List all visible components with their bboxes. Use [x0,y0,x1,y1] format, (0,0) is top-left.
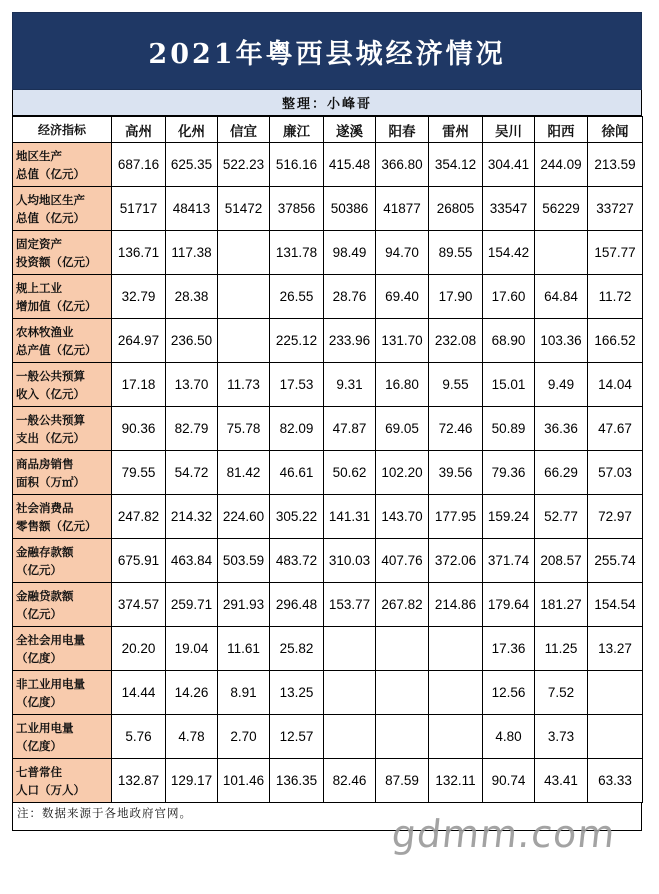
value-cell: 522.23 [218,143,270,187]
row-label-line: 地区生产 [16,148,62,163]
row-label-line: 工业用电量 [16,720,74,735]
value-cell: 20.20 [112,627,166,671]
value-cell: 13.25 [270,671,324,715]
value-cell: 89.55 [429,231,483,275]
row-label-line: 投资额（亿元） [16,254,97,269]
value-cell: 33727 [588,187,643,231]
value-cell: 9.55 [429,363,483,407]
value-cell: 37856 [270,187,324,231]
row-label-line: 金融存款额 [16,544,74,559]
table-row [13,539,643,583]
value-cell: 14.44 [112,671,166,715]
value-cell: 81.42 [218,451,270,495]
value-cell [324,715,376,759]
value-cell: 129.17 [166,759,218,803]
row-label-line: 非工业用电量 [16,676,85,691]
value-cell: 56229 [535,187,588,231]
value-cell: 46.61 [270,451,324,495]
value-cell: 154.42 [483,231,535,275]
row-label [13,275,112,319]
economy-table [12,116,643,803]
value-cell: 28.38 [166,275,218,319]
row-label-line: 商品房销售 [16,456,74,471]
value-cell: 19.04 [166,627,218,671]
row-label-line: （亿度） [16,694,62,709]
value-cell: 51472 [218,187,270,231]
value-cell: 291.93 [218,583,270,627]
value-cell: 213.59 [588,143,643,187]
row-label [13,451,112,495]
table-row [13,583,643,627]
row-label-line: 支出（亿元） [16,430,85,445]
value-cell: 153.77 [324,583,376,627]
header-county: 廉江 [270,117,324,143]
row-label-line: （亿度） [16,650,62,665]
row-label-line: （亿度） [16,738,62,753]
row-label-line: 社会消费品 [16,500,74,515]
row-label [13,583,112,627]
value-cell: 159.24 [483,495,535,539]
value-cell: 304.41 [483,143,535,187]
value-cell: 143.70 [376,495,429,539]
row-label [13,187,112,231]
value-cell: 4.78 [166,715,218,759]
page-title: 2021年粤西县城经济情况 [12,12,642,90]
value-cell: 17.53 [270,363,324,407]
value-cell [588,671,643,715]
value-cell [588,715,643,759]
value-cell: 131.78 [270,231,324,275]
row-label-line: 七普常住 [16,764,62,779]
row-label-line: 增加值（亿元） [16,298,97,313]
row-label-line: 全社会用电量 [16,632,85,647]
watermark-text: gdmm.com [389,812,618,856]
value-cell: 141.31 [324,495,376,539]
credit-line: 整理：小峰哥 [12,90,642,116]
value-cell: 39.56 [429,451,483,495]
value-cell: 41877 [376,187,429,231]
table-row [13,275,643,319]
row-label [13,539,112,583]
value-cell: 267.82 [376,583,429,627]
value-cell: 82.79 [166,407,218,451]
value-cell: 43.41 [535,759,588,803]
row-label [13,627,112,671]
value-cell: 36.36 [535,407,588,451]
value-cell: 117.38 [166,231,218,275]
value-cell: 12.56 [483,671,535,715]
value-cell: 687.16 [112,143,166,187]
value-cell: 233.96 [324,319,376,363]
header-indicator: 经济指标 [13,117,112,143]
row-label [13,407,112,451]
row-label-line: 规上工业 [16,280,62,295]
value-cell: 11.61 [218,627,270,671]
value-cell: 47.67 [588,407,643,451]
value-cell: 72.97 [588,495,643,539]
table-row [13,627,643,671]
value-cell: 232.08 [429,319,483,363]
value-cell: 64.84 [535,275,588,319]
value-cell [218,231,270,275]
value-cell: 625.35 [166,143,218,187]
table-row [13,671,643,715]
value-cell: 8.91 [218,671,270,715]
table-row [13,143,643,187]
header-county: 阳春 [376,117,429,143]
value-cell: 131.70 [376,319,429,363]
value-cell: 236.50 [166,319,218,363]
value-cell: 305.22 [270,495,324,539]
value-cell: 366.80 [376,143,429,187]
value-cell: 103.36 [535,319,588,363]
value-cell: 26.55 [270,275,324,319]
table-row [13,363,643,407]
value-cell: 17.90 [429,275,483,319]
value-cell: 69.05 [376,407,429,451]
value-cell: 255.74 [588,539,643,583]
value-cell: 503.59 [218,539,270,583]
value-cell: 63.33 [588,759,643,803]
row-label-line: 收入（亿元） [16,386,85,401]
table-row [13,715,643,759]
table-body [13,143,643,803]
value-cell: 68.90 [483,319,535,363]
value-cell: 225.12 [270,319,324,363]
value-cell: 32.79 [112,275,166,319]
value-cell: 463.84 [166,539,218,583]
row-label [13,319,112,363]
value-cell: 52.77 [535,495,588,539]
value-cell: 90.74 [483,759,535,803]
value-cell: 208.57 [535,539,588,583]
value-cell: 244.09 [535,143,588,187]
value-cell: 66.29 [535,451,588,495]
row-label-line: 一般公共预算 [16,412,85,427]
value-cell: 179.64 [483,583,535,627]
row-label-line: （亿元） [16,606,62,621]
header-county: 信宜 [218,117,270,143]
value-cell [429,671,483,715]
row-label-line: （亿元） [16,562,62,577]
value-cell: 415.48 [324,143,376,187]
header-county: 吴川 [483,117,535,143]
value-cell: 310.03 [324,539,376,583]
value-cell: 177.95 [429,495,483,539]
row-label [13,671,112,715]
value-cell: 372.06 [429,539,483,583]
value-cell: 50386 [324,187,376,231]
value-cell: 214.32 [166,495,218,539]
value-cell [324,627,376,671]
value-cell: 154.54 [588,583,643,627]
table-row [13,187,643,231]
value-cell: 516.16 [270,143,324,187]
value-cell: 50.62 [324,451,376,495]
value-cell: 82.46 [324,759,376,803]
value-cell: 17.36 [483,627,535,671]
value-cell: 90.36 [112,407,166,451]
value-cell: 79.36 [483,451,535,495]
value-cell: 98.49 [324,231,376,275]
value-cell: 13.70 [166,363,218,407]
table-row [13,451,643,495]
value-cell: 101.46 [218,759,270,803]
row-label-line: 面积（万㎡） [16,474,85,489]
value-cell [218,319,270,363]
value-cell: 264.97 [112,319,166,363]
value-cell: 87.59 [376,759,429,803]
value-cell [376,627,429,671]
row-label-line: 人均地区生产 [16,192,85,207]
row-label-line: 总产值（亿元） [16,342,97,357]
value-cell: 12.57 [270,715,324,759]
value-cell: 166.52 [588,319,643,363]
header-county: 高州 [112,117,166,143]
value-cell: 247.82 [112,495,166,539]
row-label [13,363,112,407]
value-cell: 2.70 [218,715,270,759]
value-cell: 3.73 [535,715,588,759]
value-cell: 102.20 [376,451,429,495]
value-cell: 224.60 [218,495,270,539]
value-cell: 675.91 [112,539,166,583]
value-cell: 75.78 [218,407,270,451]
value-cell: 181.27 [535,583,588,627]
value-cell: 407.76 [376,539,429,583]
value-cell: 16.80 [376,363,429,407]
source-note: 注：数据来源于各地政府官网。 [12,803,642,831]
value-cell: 132.87 [112,759,166,803]
value-cell: 15.01 [483,363,535,407]
value-cell: 54.72 [166,451,218,495]
header-county: 阳西 [535,117,588,143]
value-cell [376,671,429,715]
row-label-line: 一般公共预算 [16,368,85,383]
row-label [13,715,112,759]
row-label [13,495,112,539]
value-cell: 72.46 [429,407,483,451]
value-cell: 483.72 [270,539,324,583]
value-cell: 371.74 [483,539,535,583]
row-label-line: 总值（亿元） [16,166,85,181]
table-row [13,319,643,363]
value-cell: 9.31 [324,363,376,407]
value-cell: 82.09 [270,407,324,451]
value-cell [429,715,483,759]
row-label [13,231,112,275]
value-cell: 14.04 [588,363,643,407]
value-cell [376,715,429,759]
value-cell: 136.35 [270,759,324,803]
value-cell: 47.87 [324,407,376,451]
value-cell: 94.70 [376,231,429,275]
row-label-line: 人口（万人） [16,782,85,797]
value-cell [429,627,483,671]
value-cell: 5.76 [112,715,166,759]
value-cell: 11.25 [535,627,588,671]
value-cell: 11.73 [218,363,270,407]
header-county: 徐闻 [588,117,643,143]
value-cell: 57.03 [588,451,643,495]
value-cell: 14.26 [166,671,218,715]
value-cell: 17.60 [483,275,535,319]
value-cell: 157.77 [588,231,643,275]
value-cell: 48413 [166,187,218,231]
value-cell: 296.48 [270,583,324,627]
row-label-line: 金融贷款额 [16,588,74,603]
value-cell: 214.86 [429,583,483,627]
value-cell: 374.57 [112,583,166,627]
header-county: 雷州 [429,117,483,143]
value-cell: 7.52 [535,671,588,715]
value-cell: 132.11 [429,759,483,803]
value-cell: 259.71 [166,583,218,627]
value-cell [535,231,588,275]
row-label [13,759,112,803]
table-row [13,407,643,451]
value-cell: 9.49 [535,363,588,407]
header-county: 遂溪 [324,117,376,143]
value-cell: 50.89 [483,407,535,451]
row-label-line: 农林牧渔业 [16,324,74,339]
report-frame [12,12,642,831]
value-cell: 11.72 [588,275,643,319]
table-row [13,231,643,275]
value-cell: 354.12 [429,143,483,187]
row-label-line: 总值（亿元） [16,210,85,225]
value-cell: 17.18 [112,363,166,407]
table-row [13,759,643,803]
value-cell [324,671,376,715]
header-county: 化州 [166,117,218,143]
value-cell: 26805 [429,187,483,231]
row-label-line: 零售额（亿元） [16,518,97,533]
value-cell: 136.71 [112,231,166,275]
value-cell: 33547 [483,187,535,231]
row-label-line: 固定资产 [16,236,62,251]
value-cell: 79.55 [112,451,166,495]
table-row [13,495,643,539]
value-cell [218,275,270,319]
value-cell: 51717 [112,187,166,231]
value-cell: 4.80 [483,715,535,759]
value-cell: 13.27 [588,627,643,671]
row-label [13,143,112,187]
value-cell: 25.82 [270,627,324,671]
header-row [13,117,643,143]
value-cell: 69.40 [376,275,429,319]
value-cell: 28.76 [324,275,376,319]
